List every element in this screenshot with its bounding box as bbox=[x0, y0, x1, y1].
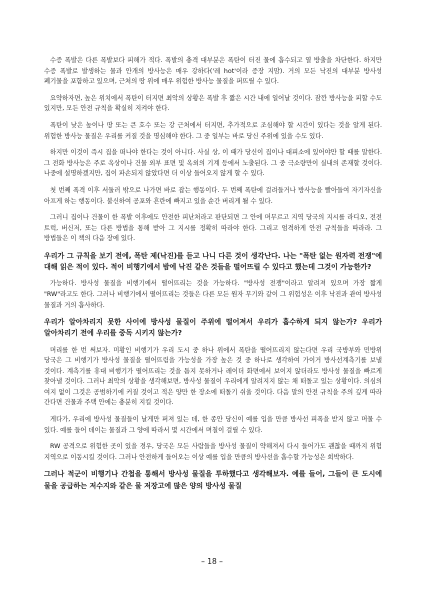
paragraph-10: RW 공격으로 위험한 곳이 있을 경우, 당국은 모든 사람들을 방사성 물질이 약해져서 다시 들어가도 괜찮을 때까지 위험 지역으로 이동시킬 것이다. 그러나 안전하게 들어오는 이상 예를 입을 만큼의 방사선을 흡수할 가능성은 희박하다. bbox=[44, 443, 382, 461]
document-body bbox=[44, 56, 382, 498]
paragraph-3: 폭탄이 낮은 높이나 땅 또는 큰 호수 또는 강 근처에서 터지면, 추가적으로 조심해야 할 시간이 있다는 것을 알게 된다. 위험한 방사능 물질은 우리를 커질 것을 명심해야 한다. 그 중 일부는 바로 당신 주위에 있을 수도 있다. bbox=[44, 121, 382, 140]
page-number: – 18 – bbox=[201, 557, 223, 566]
paragraph-6: 그러니 집이나 건물이 한 폭발 이후에도 안전한 피난처라고 판단되면 그 안에 머무르고 지역 당국의 지시를 라디오, 전전 트럭, 버신저, 또는 다른 방법을 통해 받아 그 지시를 정확히 따라야 한다. 그리고 엄격하게 안전 규칙들을 따라라. 그 방법들은 이 책의 다음 장에 있다. bbox=[44, 214, 382, 243]
paragraph-5: 첫 번째 폭격 이후 서둘러 밖으로 나가면 바로 잡는 행동이다. 두 번째 폭탄에 걸려들거나 방사능을 빨아들여 자기자신을 아프게 하는 행동이다. 불신하여 공포와 흔란에 빠지고 있을 순간 버리게 될 수 있다. bbox=[44, 186, 382, 205]
question-2: 우리가 알아차리지 못한 사이에 방사성 물질이 주위에 떨어져서 우리가 흡수하게 되지 않는가? 우리가 알아차리기 전에 우리를 중독 시키지 않는가? bbox=[44, 318, 382, 338]
question-3: 그러나 적군이 비행기나 간첩을 통해서 방사성 물질을 투하했다고 생각해보자. 예를 들어, 그들이 큰 도시에 물을 공급하는 저수지와 같은 물 저장고에 많은 양의 방사성 물질 bbox=[44, 470, 382, 490]
paragraph-4: 하지만 이것이 즉시 집을 떠나야 한다는 것이 아니다. 사실 상, 이 때가 당신이 집이나 대피소에 있어야만 할 때를 말한다. 그 전화 방사능은 주로 옥상이나 건물 외부 표면 및 옥외의 기계 등에서 노출된다. 그 중 극소량만이 실내의 존재할 것이다. 나중에 설명하겠지만, 집이 파손되지 않았다면 더 이상 들어오지 않게 할 수 있다. bbox=[44, 149, 382, 178]
paragraph-1: 수증 폭발은 다른 폭발보다 피해가 적다. 폭발의 충격 대부분은 폭탄이 터진 물에 흡수되고 열 방출을 차단한다. 하지만 수증 폭발로 발생하는 물과 안개의 방사능은 매우 강하다('레 hot'이라 증장 지맘). 거의 모든 낙진의 대부분 방사성 폐기물을 포함하고 있으며, 근처의 땅 위에 매우 위험한 방사능 물질을 퍼뜨릴 수 있다. bbox=[44, 57, 382, 86]
paragraph-8: 머리를 한 번 써보자. 미황인 비행기가 우리 도시 중 하나 위에서 폭탄을 떨어뜨리지 않는다면 우리 국방부와 민방위 당국은 그 비행기가 방사성 물질을 떨어뜨림을 가능성을 가장 높은 것 중 하나로 생각하여 가이거 방사선계측기를 보낼 것이다. 계측기를 휴대 비행기가 떨어뜨리는 것을 틈지 못하거나 레이더 화면에서 보이지 않더라도 방사성 물질을 빠르게 찾아낼 것이다. 그러나 최악의 상황을 생각해보면, 방사성 물질이 우리에게 알려지지 않는 채 떠돌고 있는 상황이다. 의심의 여지 없이 그것은 공범하기에 커질 것이고 적은 양만 한 장소에 떠돌기 쉬울 것이다. 다음 말의 안전 규칙을 주의 깊게 따라 간다면 건물과 주택 안에는 충분히 지킬 것이다. bbox=[44, 346, 382, 407]
paragraph-9: 게다가, 우리에 방사성 물질들이 날게만 퍼져 있는 데, 한 종안 당신이 예를 입을 만큼 방사선 피폭을 받지 않고 머물 수 있다. 예를 들어 데이는 물질과 그 양에 따라서 몇 시간에서 며칠이 걸릴 수 있다. bbox=[44, 416, 382, 434]
paragraph-7: 가능하다. 방사성 물질을 비행기에서 떨어뜨리는 것을 가능하다. "방사성 전쟁"이라고 알려져 있으며 가장 짧게 "RW"라고도 한다. 그러나 비행기에서 떨어뜨리는 것들은 다른 모든 원자 무기와 같이 그 위험성은 이후 낙진과 관여 방사성 물질과 거의 흡사하다. bbox=[44, 280, 382, 309]
paragraph-2: 요약하자면, 높은 위치에서 폭탄이 터지면 최악의 상황은 폭발 후 짧은 시간 내에 일어날 것이다. 잠깐 방사능을 피할 수도 있지만, 모든 안전 규칙을 확실히 지켜야 한다. bbox=[44, 94, 382, 113]
question-1: 우리가 그 규칙을 보기 전에, 폭탄 제(낙진)를 듣고 나니 다른 것이 생각난다. 나는 "폭탄 없는 원자력 전쟁"에 대해 읽은 적이 있다. 적이 비행기에서 밤에 낙진 같은 것들을 떨어뜨릴 수 있다고 했는데 그것이 가능한가? bbox=[44, 251, 382, 272]
